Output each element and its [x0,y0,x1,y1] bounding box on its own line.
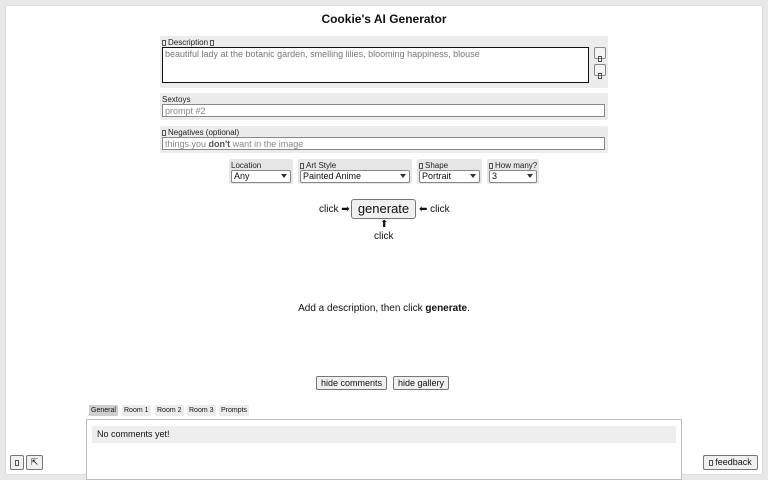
up-arrow-icon: ⬆ [380,219,389,230]
glyph-box-icon [709,460,713,466]
art-style-value: Painted Anime [303,171,362,181]
negatives-input[interactable] [162,137,605,150]
expand-button[interactable] [26,455,43,470]
comments-empty-row: No comments yet! [92,426,676,443]
how-many-label-text: How many? [495,161,538,170]
feedback-button[interactable] [703,455,758,470]
glyph-box-icon [162,130,166,136]
message-end: . [467,303,470,314]
glyph-box-icon [598,73,602,79]
how-many-label [489,161,537,170]
negatives-placeholder-start: things you [165,139,209,149]
shape-label-text: Shape [425,161,449,170]
hide-gallery-button[interactable]: hide gallery [393,376,449,390]
art-style-panel [298,159,412,184]
shape-value: Portrait [422,171,452,181]
message-bold: generate [425,303,468,314]
hide-comments-button[interactable]: hide comments [316,376,387,390]
sextoys-label: Sextoys [162,95,191,104]
negatives-placeholder-bold: don't [208,139,231,149]
negatives-panel [160,126,608,153]
tab-room-3[interactable]: Room 3 [189,407,214,414]
chevron-down-icon [527,174,533,178]
left-click-hint: click ➡ [319,204,350,215]
shape-panel [417,159,482,184]
tab-general[interactable]: General [91,407,116,414]
chevron-down-icon [470,174,476,178]
comments-box [86,419,682,480]
right-click-hint: ⬅ click [419,204,450,215]
glyph-box-icon [419,163,423,169]
description-panel [160,36,608,88]
corner-glyph-button[interactable] [10,455,24,470]
how-many-value: 3 [492,171,498,181]
glyph-box-icon [598,56,602,62]
description-action-button-bottom[interactable] [594,64,606,76]
negatives-label-text: Negatives (optional) [168,128,240,137]
tab-prompts[interactable]: Prompts [221,407,248,414]
sextoys-panel [160,93,608,120]
description-label [162,38,216,47]
negatives-label [162,128,239,137]
glyph-box-icon [210,40,214,46]
negatives-placeholder-end: want in the image [230,139,304,149]
empty-gallery-message [0,303,768,314]
shape-label [419,161,448,170]
art-style-select[interactable] [300,170,410,183]
location-select[interactable] [231,170,291,183]
expand-icon: ⇱ [30,457,39,467]
feedback-label: feedback [715,457,752,467]
description-textarea[interactable] [162,47,589,83]
glyph-box-icon [15,460,19,466]
location-label: Location [231,161,262,170]
glyph-box-icon [162,40,166,46]
glyph-box-icon [300,163,304,169]
location-panel [229,159,293,184]
description-action-button-top[interactable] [594,47,606,59]
message-text: Add a description, then click [298,303,426,314]
tab-room-2[interactable]: Room 2 [157,407,182,414]
glyph-box-icon [489,163,493,169]
shape-select[interactable] [419,170,480,183]
bottom-click-hint: click [374,231,394,242]
how-many-select[interactable] [489,170,537,183]
sextoys-input[interactable]: prompt #2 [162,104,605,117]
tab-room-1[interactable]: Room 1 [124,407,149,414]
chevron-down-icon [400,174,406,178]
generate-button[interactable]: generate [351,199,416,219]
location-value: Any [234,171,250,181]
chevron-down-icon [281,174,287,178]
how-many-panel [487,159,539,184]
art-style-label [300,161,336,170]
description-label-text: Description [168,38,209,47]
page-title: Cookie's AI Generator [321,12,447,26]
art-style-label-text: Art Style [306,161,337,170]
